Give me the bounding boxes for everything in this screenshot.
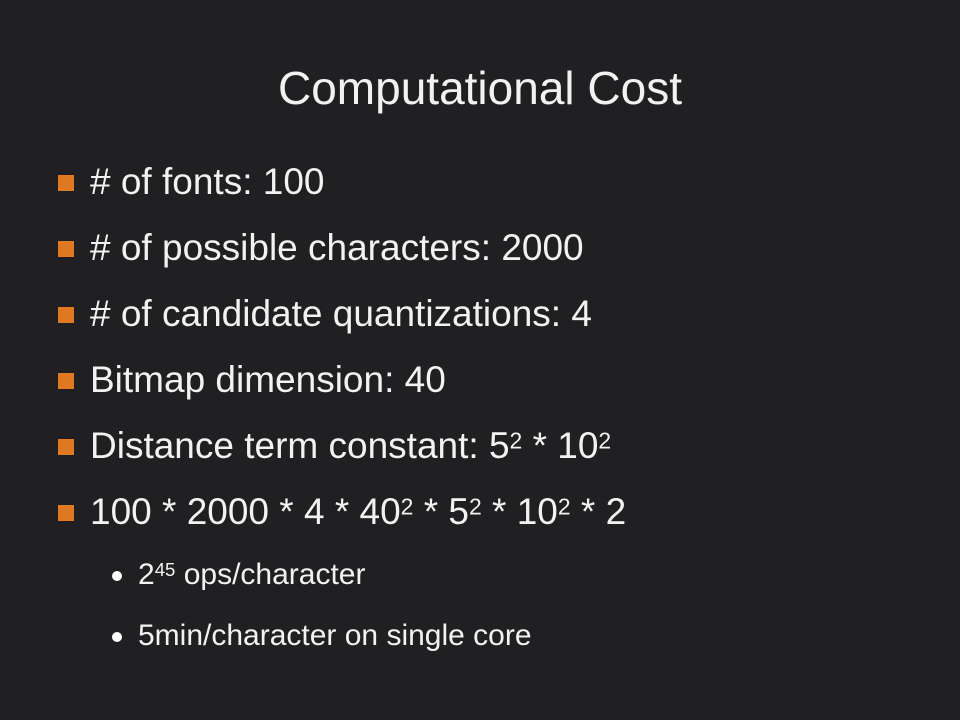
bullet-text: Bitmap dimension: 40	[90, 358, 446, 400]
bullet-list	[0, 149, 960, 667]
bullet-square-icon	[58, 439, 74, 455]
bullet-square-icon	[58, 241, 74, 257]
sub-bullet-item	[58, 545, 930, 606]
bullet-item	[58, 215, 930, 281]
bullet-square-icon	[58, 505, 74, 521]
bullet-text: 5min/character on single core	[138, 619, 532, 653]
bullet-square-icon	[58, 373, 74, 389]
bullet-item	[58, 413, 930, 479]
bullet-item	[58, 281, 930, 347]
bullet-square-icon	[58, 175, 74, 191]
bullet-text: # of candidate quantizations: 4	[90, 292, 592, 334]
bullet-dot-icon	[112, 632, 122, 642]
bullet-item	[58, 479, 930, 545]
bullet-square-icon	[58, 307, 74, 323]
bullet-text: # of possible characters: 2000	[90, 226, 584, 268]
bullet-dot-icon	[112, 571, 122, 581]
sub-bullet-item	[58, 606, 930, 667]
bullet-text: $100 * 2000 * 4 * 40^2 * 5^2 * 10^2 * 2$	[90, 490, 627, 532]
bullet-item	[58, 347, 930, 413]
bullet-text: # of fonts: 100	[90, 160, 325, 202]
bullet-item	[58, 149, 930, 215]
bullet-text: Distance term constant: $5^2 * 10^2$	[90, 424, 612, 466]
slide-title: Computational Cost	[278, 62, 682, 114]
bullet-text: $2^{45}$ ops/character	[138, 558, 366, 592]
